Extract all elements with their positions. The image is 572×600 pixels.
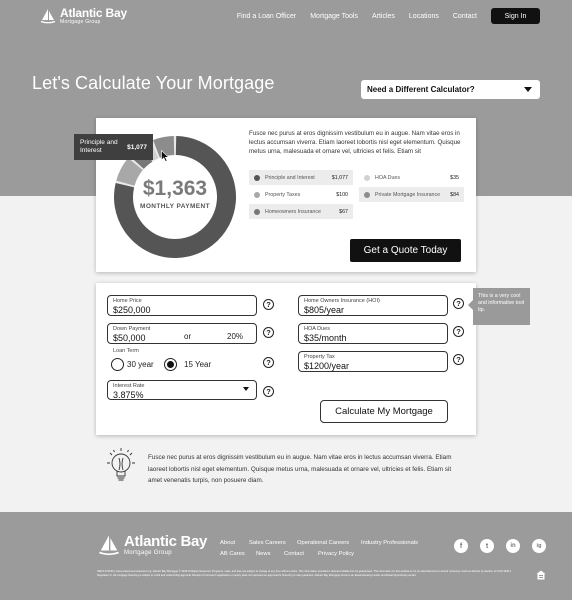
- footer-logo-sub: Mortgage Group: [124, 550, 172, 556]
- legend-name: Homeowners Insurance: [265, 208, 321, 215]
- footer-link-operational-careers[interactable]: Operational Careers: [297, 540, 350, 546]
- tip-text: Fusce nec purus at eros dignissim vestibulum eu in augue. Nam vitae eros in lectus accumsan viverra. Etiam laoreet lobortis nisl eget elementum. Quisque metus urna, malesuada et ornare vel, ultricies et felis. Etiam sit amet venenatis turpis, non posuere diam.: [148, 454, 452, 485]
- property-tax-value: $1200/year: [304, 361, 350, 371]
- interest-rate-select[interactable]: [107, 380, 257, 400]
- home-insurance-field[interactable]: [298, 295, 448, 316]
- legend-dot: [364, 192, 370, 198]
- home-insurance-label: Home Owners Insurance (HOI): [304, 298, 380, 304]
- property-tax-field[interactable]: [298, 351, 448, 372]
- home-price-field[interactable]: [107, 295, 257, 316]
- twitter-icon[interactable]: t: [480, 539, 494, 553]
- calculate-mortgage-button[interactable]: Calculate My Mortgage: [320, 400, 448, 423]
- chevron-down-icon: [243, 387, 249, 391]
- header-logo[interactable]: [40, 7, 127, 25]
- footer-link-about[interactable]: About: [220, 540, 236, 546]
- get-quote-button[interactable]: Get a Quote Today: [350, 239, 461, 262]
- footer-link-sales-careers[interactable]: Sales Careers: [249, 540, 286, 546]
- legend-dot: [364, 175, 370, 181]
- legend-item-principle: [249, 170, 353, 185]
- equal-housing-icon: [536, 570, 546, 580]
- chart-tooltip-value: $1,077: [127, 143, 147, 151]
- nav-articles[interactable]: Articles: [371, 12, 395, 20]
- donut-segment[interactable]: [157, 146, 174, 149]
- legend-value: $84: [450, 191, 459, 198]
- hoa-dues-value: $35/month: [304, 333, 347, 343]
- nav-find-loan-officer[interactable]: Find a Loan Officer: [236, 12, 297, 20]
- loan-term-30-label[interactable]: 30 year: [127, 360, 154, 369]
- instagram-icon[interactable]: ig: [532, 539, 546, 553]
- legend-name: HOA Dues: [375, 174, 401, 181]
- home-price-help-icon[interactable]: ?: [263, 299, 274, 310]
- calculator-select-label: Need a Different Calculator?: [367, 85, 475, 94]
- legend-name: Principle and Interest: [265, 174, 315, 181]
- interest-rate-help-icon[interactable]: ?: [263, 386, 274, 397]
- footer-logo-name: Atlantic Bay: [124, 533, 208, 550]
- monthly-payment-label: MONTHLY PAYMENT: [140, 203, 210, 210]
- legend-value: $1,077: [331, 174, 348, 181]
- legend-item-property-taxes: [249, 187, 353, 202]
- interest-rate-value: 3.875%: [113, 390, 144, 400]
- home-insurance-help-icon[interactable]: ?: [453, 298, 464, 309]
- legend-dot: [254, 192, 260, 198]
- down-payment-label: Down Payment: [113, 326, 151, 332]
- linkedin-icon[interactable]: in: [506, 539, 520, 553]
- footer-link-ab-cares[interactable]: AB Cares: [220, 551, 245, 557]
- footer-link-industry-professionals[interactable]: Industry Professionals: [361, 540, 419, 546]
- help-tooltip: This is a very cool and informative tool tip.: [473, 288, 530, 325]
- legend-value: $67: [339, 208, 348, 215]
- nav-mortgage-tools[interactable]: Mortgage Tools: [310, 12, 358, 20]
- logo-name: Atlantic Bay: [60, 6, 127, 20]
- legend-dot: [254, 175, 260, 181]
- calculator-select[interactable]: [361, 80, 540, 99]
- hoa-dues-label: HOA Dues: [304, 326, 330, 332]
- nav-locations[interactable]: Locations: [408, 12, 439, 20]
- loan-term-15-label[interactable]: 15 Year: [184, 360, 212, 369]
- legend-value: $100: [336, 191, 348, 198]
- hoa-dues-field[interactable]: [298, 323, 448, 344]
- footer-link-privacy-policy[interactable]: Privacy Policy: [318, 551, 355, 557]
- chart-tooltip-label: Principle and Interest: [80, 138, 118, 154]
- facebook-icon[interactable]: f: [454, 539, 468, 553]
- footer-link-news[interactable]: News: [256, 551, 271, 557]
- legend-name: Private Mortgage Insurance: [375, 191, 441, 198]
- legend-item-hoa-dues: [359, 170, 464, 185]
- monthly-payment-amount: $1,363: [142, 177, 208, 200]
- summary-description: Fusce nec purus at eros dignissim vestibulum eu in augue. Nam vitae eros in lectus accumsan viverra. Etiam laoreet lobortis nisl eget elementum. Quisque metus urna, malesuada et ornare vel, ultricies et felis. Etiam sit: [249, 130, 461, 155]
- legal-disclaimer: NMLS #72043 | www.nmlsconsumeraccess.org. Atlantic Bay Mortgage © 2018 All Rights Reserved. Programs, rates, and fees are subject to change at any time without notice. This information provided is deemed reliable but not guaranteed. The information on this website is not an advertisement to extend consumer credit as defined by Section 12 CFR 1026.2 Regulation Z. All mortgage financing is subject to credit and underwriting approval. Receipt of borrower's application or inquiry does not represent an approval for financing or rate guarantee. Atlantic Bay Mortgage Group is an Equal Housing Lender and Equal Opportunity Lender.: [97, 570, 512, 577]
- loan-term-30-radio[interactable]: [111, 358, 124, 371]
- interest-rate-label: Interest Rate: [113, 383, 145, 389]
- sailboat-logo-icon: [40, 8, 56, 24]
- page-title: Let's Calculate Your Mortgage: [32, 73, 275, 93]
- legend-name: Property Taxes: [265, 191, 301, 198]
- sign-in-button[interactable]: Sign In: [491, 8, 540, 24]
- footer-logo[interactable]: [98, 534, 207, 556]
- mouse-pointer-icon: [161, 150, 169, 162]
- logo-sub: Mortgage Group: [60, 19, 101, 25]
- legend-item-homeowners-insurance: [249, 204, 353, 219]
- hoa-dues-help-icon[interactable]: ?: [453, 326, 464, 337]
- home-price-value: $250,000: [113, 305, 151, 315]
- chart-tooltip: [74, 134, 153, 160]
- home-price-label: Home Price: [113, 298, 142, 304]
- nav-contact[interactable]: Contact: [452, 12, 477, 20]
- legend-value: $35: [450, 174, 459, 181]
- property-tax-help-icon[interactable]: ?: [453, 354, 464, 365]
- home-insurance-value: $805/year: [304, 305, 345, 315]
- property-tax-label: Property Tax: [304, 354, 335, 360]
- down-payment-help-icon[interactable]: ?: [263, 327, 274, 338]
- main-nav: [237, 8, 540, 24]
- down-payment-value: $50,000: [113, 333, 146, 343]
- down-payment-or: or: [184, 332, 192, 341]
- down-payment-percent[interactable]: 20%: [227, 332, 244, 341]
- loan-term-15-radio[interactable]: [164, 358, 177, 371]
- footer-link-contact[interactable]: Contact: [284, 551, 304, 557]
- legend-item-pmi: [359, 187, 464, 202]
- loan-term-help-icon[interactable]: ?: [263, 357, 274, 368]
- sailboat-logo-icon: [98, 534, 120, 556]
- loan-term-label: Loan Term: [113, 348, 139, 354]
- lightbulb-icon: [105, 446, 137, 488]
- chevron-down-icon: [524, 87, 532, 92]
- legend-dot: [254, 209, 260, 215]
